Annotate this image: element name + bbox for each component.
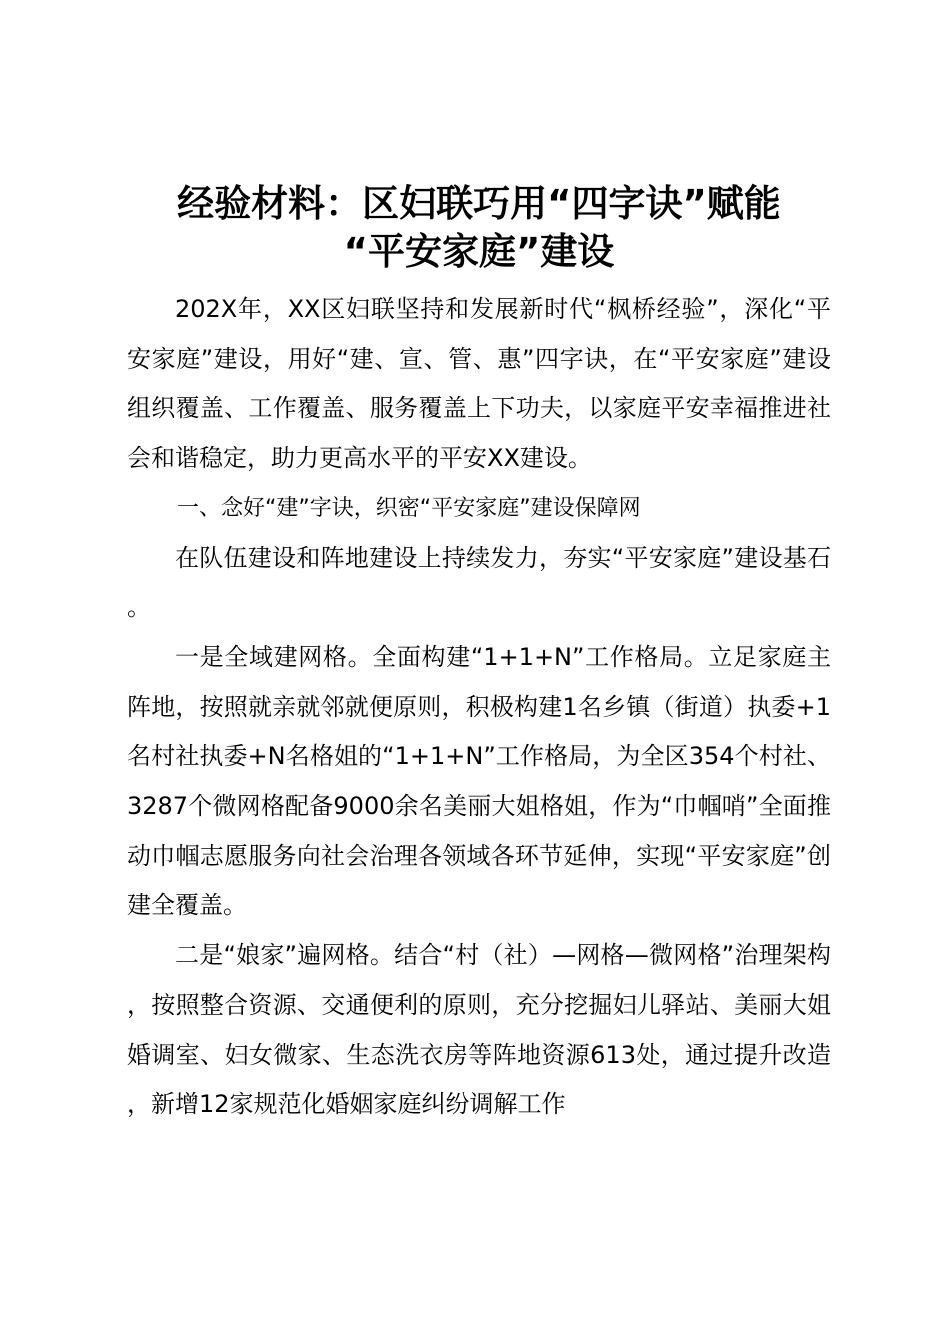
document-body [127, 180, 831, 1130]
title-line-2: “平安家庭”建设 [343, 230, 615, 273]
document-content [127, 285, 831, 1130]
section-heading: 一、念好“建”字诀，织密“平安家庭”建设保障网 [177, 495, 641, 521]
point-two-paragraph: 二是“娘家”遍网格。结合“村（社）—网格—微网格”治理架构，按照整合资源、交通便利的原则，充分挖掘妇儿驿站、美丽大姐婚调室、妇女微家、生态洗衣房等阵地资源613处，通过提升改造，新增12家规范化婚姻家庭纠纷调解工作 [127, 941, 831, 1119]
point-one-paragraph: 一是全域建网格。全面构建“1+1+N”工作格局。立足家庭主阵地，按照就亲就邻就便原则，积极构建1名乡镇（街道）执委+1名村社执委+N名格姐的“1+1+N”工作格局，为全区354个村社、3287个微网格配备9000余名美丽大姐格姐，作为“巾帼哨”全面推动巾帼志愿服务向社会治理各领域各环节延伸，实现“平安家庭”创建全覆盖。 [127, 642, 831, 920]
intro-paragraph: 202X年，XX区妇联坚持和发展新时代“枫桥经验”，深化“平安家庭”建设，用好“建、宣、管、惠”四字诀，在“平安家庭”建设组织覆盖、工作覆盖、服务覆盖上下功夫，以家庭平安幸福推进社会和谐稳定，助力更高水平的平安XX建设。 [127, 295, 831, 473]
title-line-1: 经验材料：区妇联巧用“四字诀”赋能 [177, 182, 781, 225]
section-intro-paragraph: 在队伍建设和阵地建设上持续发力，夯实“平安家庭”建设基石。 [127, 543, 831, 622]
document-title [127, 180, 831, 276]
